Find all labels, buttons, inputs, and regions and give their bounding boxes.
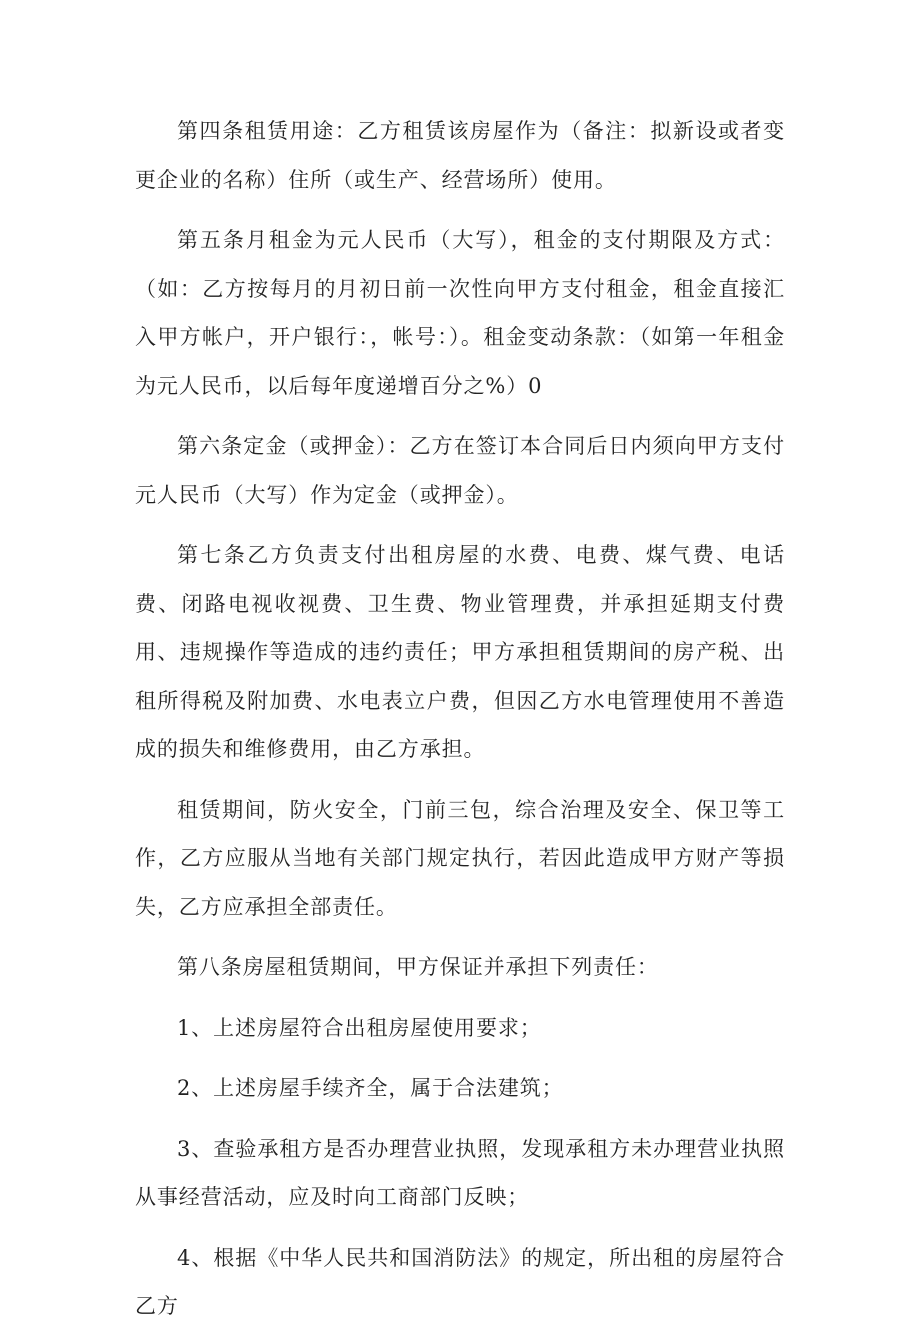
paragraph-article-4-usage: 第四条租赁用途：乙方租赁该房屋作为（备注：拟新设或者变更企业的名称）住所（或生产、经营场所）使用。 — [135, 119, 785, 192]
list-item-3: 3、查验承租方是否办理营业执照，发现承租方未办理营业执照从事经营活动，应及时向工商部门反映； — [135, 1136, 785, 1209]
list-item-2: 2、上述房屋手续齐全，属于合法建筑； — [177, 1076, 564, 1100]
list-item-4: 4、根据《中华人民共和国消防法》的规定，所出租的房屋符合乙方 — [135, 1245, 785, 1318]
paragraph-article-7-fees: 第七条乙方负责支付出租房屋的水费、电费、煤气费、电话费、闭路电视收视费、卫生费、物业管理费，并承担延期支付费用、违规操作等造成的违约责任；甲方承担租赁期间的房产税、出租所得税及附加费、水电表立户费，但因乙方水电管理使用不善造成的损失和维修费用，由乙方承担。 — [135, 543, 785, 761]
paragraph-lease-safety: 租赁期间，防火安全，门前三包，综合治理及安全、保卫等工作，乙方应服从当地有关部门规定执行，若因此造成甲方财产等损失，乙方应承担全部责任。 — [135, 797, 785, 919]
list-item-1: 1、上述房屋符合出租房屋使用要求； — [177, 1015, 542, 1040]
paragraph-article-6-deposit: 第六条定金（或押金）：乙方在签订本合同后日内须向甲方支付元人民币（大写）作为定金（或押金）。 — [135, 434, 785, 507]
paragraph-article-5-rent: 第五条月租金为元人民币（大写），租金的支付期限及方式：（如：乙方按每月的月初日前一次性向甲方支付租金，租金直接汇入甲方帐户，开户银行：，帐号：）。租金变动条款：（如第一年租金为元人民币，以后每年度递增百分之%）0 — [135, 228, 785, 398]
document-body — [135, 107, 785, 1331]
paragraph-article-8-lessor-duties: 第八条房屋租赁期间，甲方保证并承担下列责任： — [177, 955, 659, 979]
